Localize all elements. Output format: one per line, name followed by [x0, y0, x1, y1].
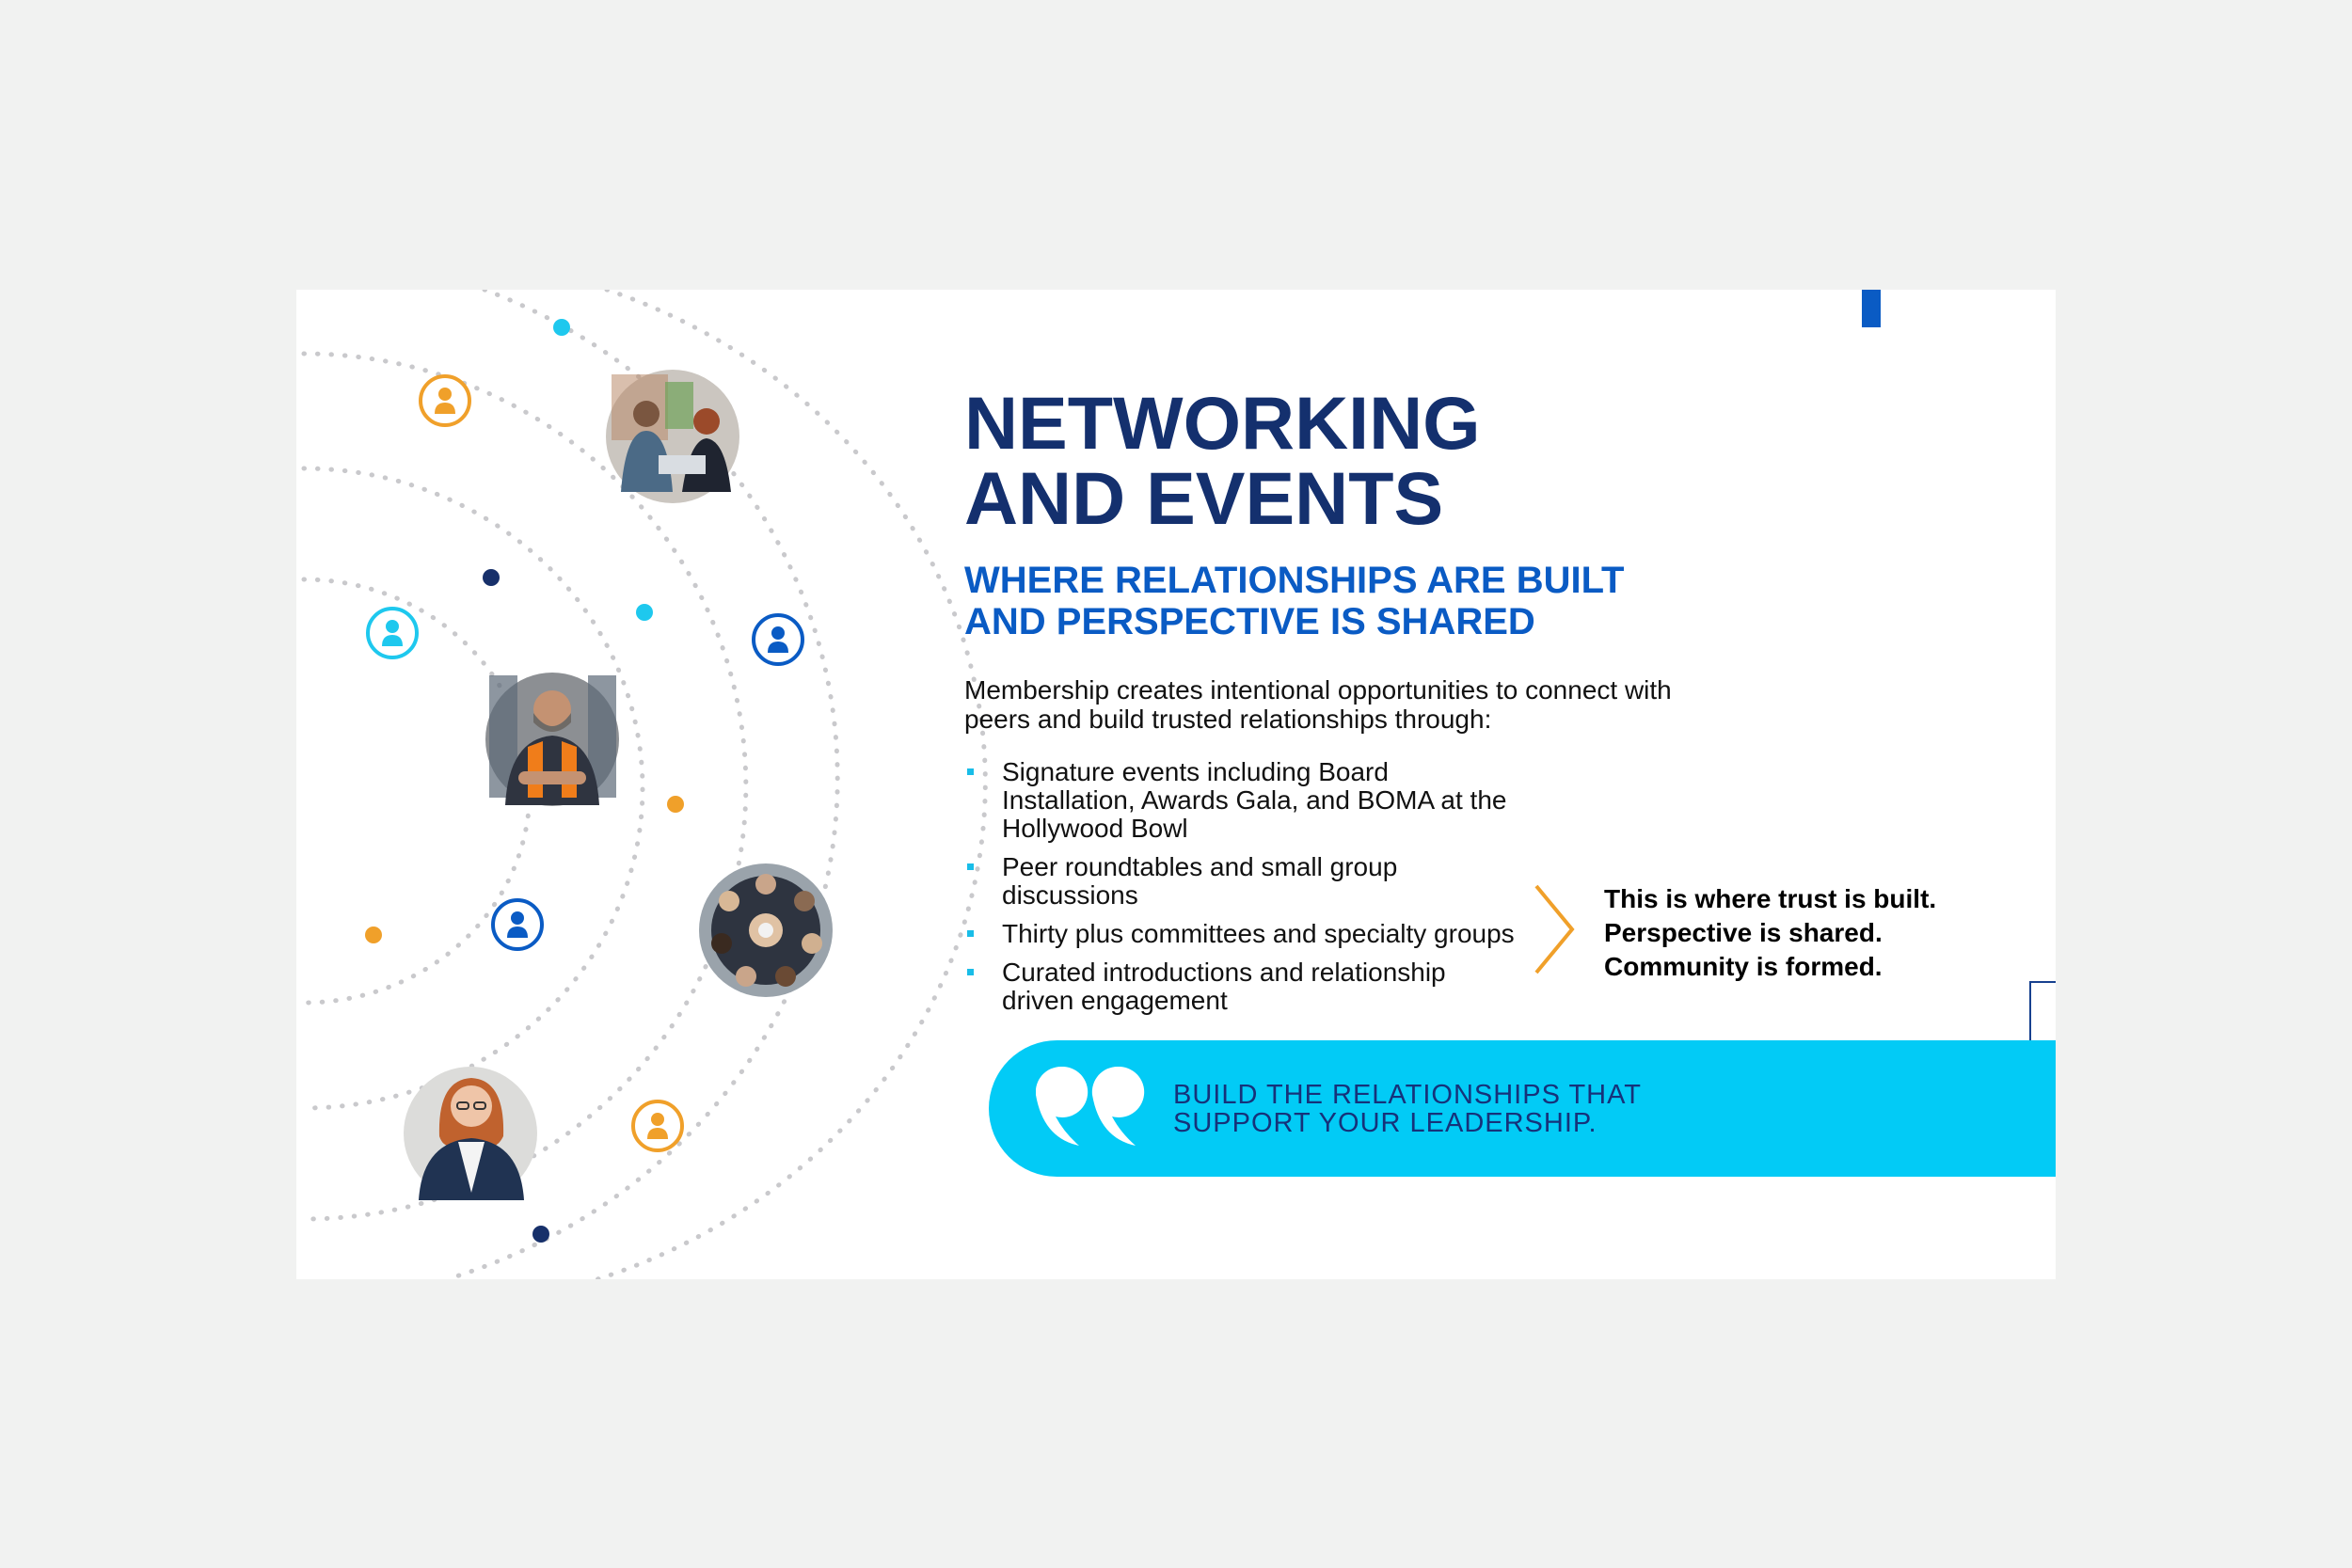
bullet-square-icon [967, 863, 974, 870]
photo-woman-glasses [404, 1067, 537, 1200]
list-item [964, 958, 1548, 1015]
person-icon [421, 376, 469, 425]
list-item [964, 920, 1548, 948]
person-icon [368, 609, 417, 657]
chevron-right-icon [1531, 882, 1578, 976]
slide [296, 290, 2056, 1279]
callout-statement: This is where trust is built. Perspective is shared. Community is formed. [1604, 884, 1937, 981]
subtitle-text: WHERE RELATIONSHIPS ARE BUILT AND PERSPECTIVE IS SHARED [964, 560, 1625, 642]
page-title [964, 381, 1481, 540]
intro-paragraph: Membership creates intentional opportunities to connect with peers and build trusted relationships through: [964, 675, 1672, 734]
person-icon [754, 615, 803, 664]
bullet-square-icon [967, 969, 974, 975]
tab-marker [1862, 290, 1881, 327]
benefits-list [964, 758, 1548, 1025]
bullet-square-icon [967, 930, 974, 937]
list-item-text: Thirty plus committees and specialty groups [1002, 919, 1515, 948]
network-dot [365, 927, 382, 943]
quote-icon [1036, 1067, 1149, 1146]
bullet-square-icon [967, 768, 974, 775]
network-dot [483, 569, 500, 586]
list-item-text: Peer roundtables and small group discussions [1002, 852, 1398, 910]
person-icon [493, 900, 542, 949]
photo-worker-safety-vest [485, 673, 619, 806]
network-dot [636, 604, 653, 621]
person-icon [633, 1101, 682, 1150]
list-item-text: Signature events including Board Installation, Awards Gala, and BOMA at the Hollywood Bowl [1002, 757, 1507, 843]
page-subtitle [964, 560, 1624, 642]
network-dot [532, 1226, 549, 1243]
quote-banner [989, 1040, 2056, 1177]
list-item [964, 853, 1548, 910]
quote-text: BUILD THE RELATIONSHIPS THAT SUPPORT YOUR LEADERSHIP. [1173, 1080, 1643, 1138]
network-dot [553, 319, 570, 336]
photo-team-hands-together [699, 863, 833, 997]
photo-team-high-five [606, 370, 739, 503]
list-item [964, 758, 1548, 843]
title-text: NETWORKING AND EVENTS [964, 381, 1481, 540]
list-item-text: Curated introductions and relationship driven engagement [1002, 958, 1446, 1015]
network-dot [667, 796, 684, 813]
